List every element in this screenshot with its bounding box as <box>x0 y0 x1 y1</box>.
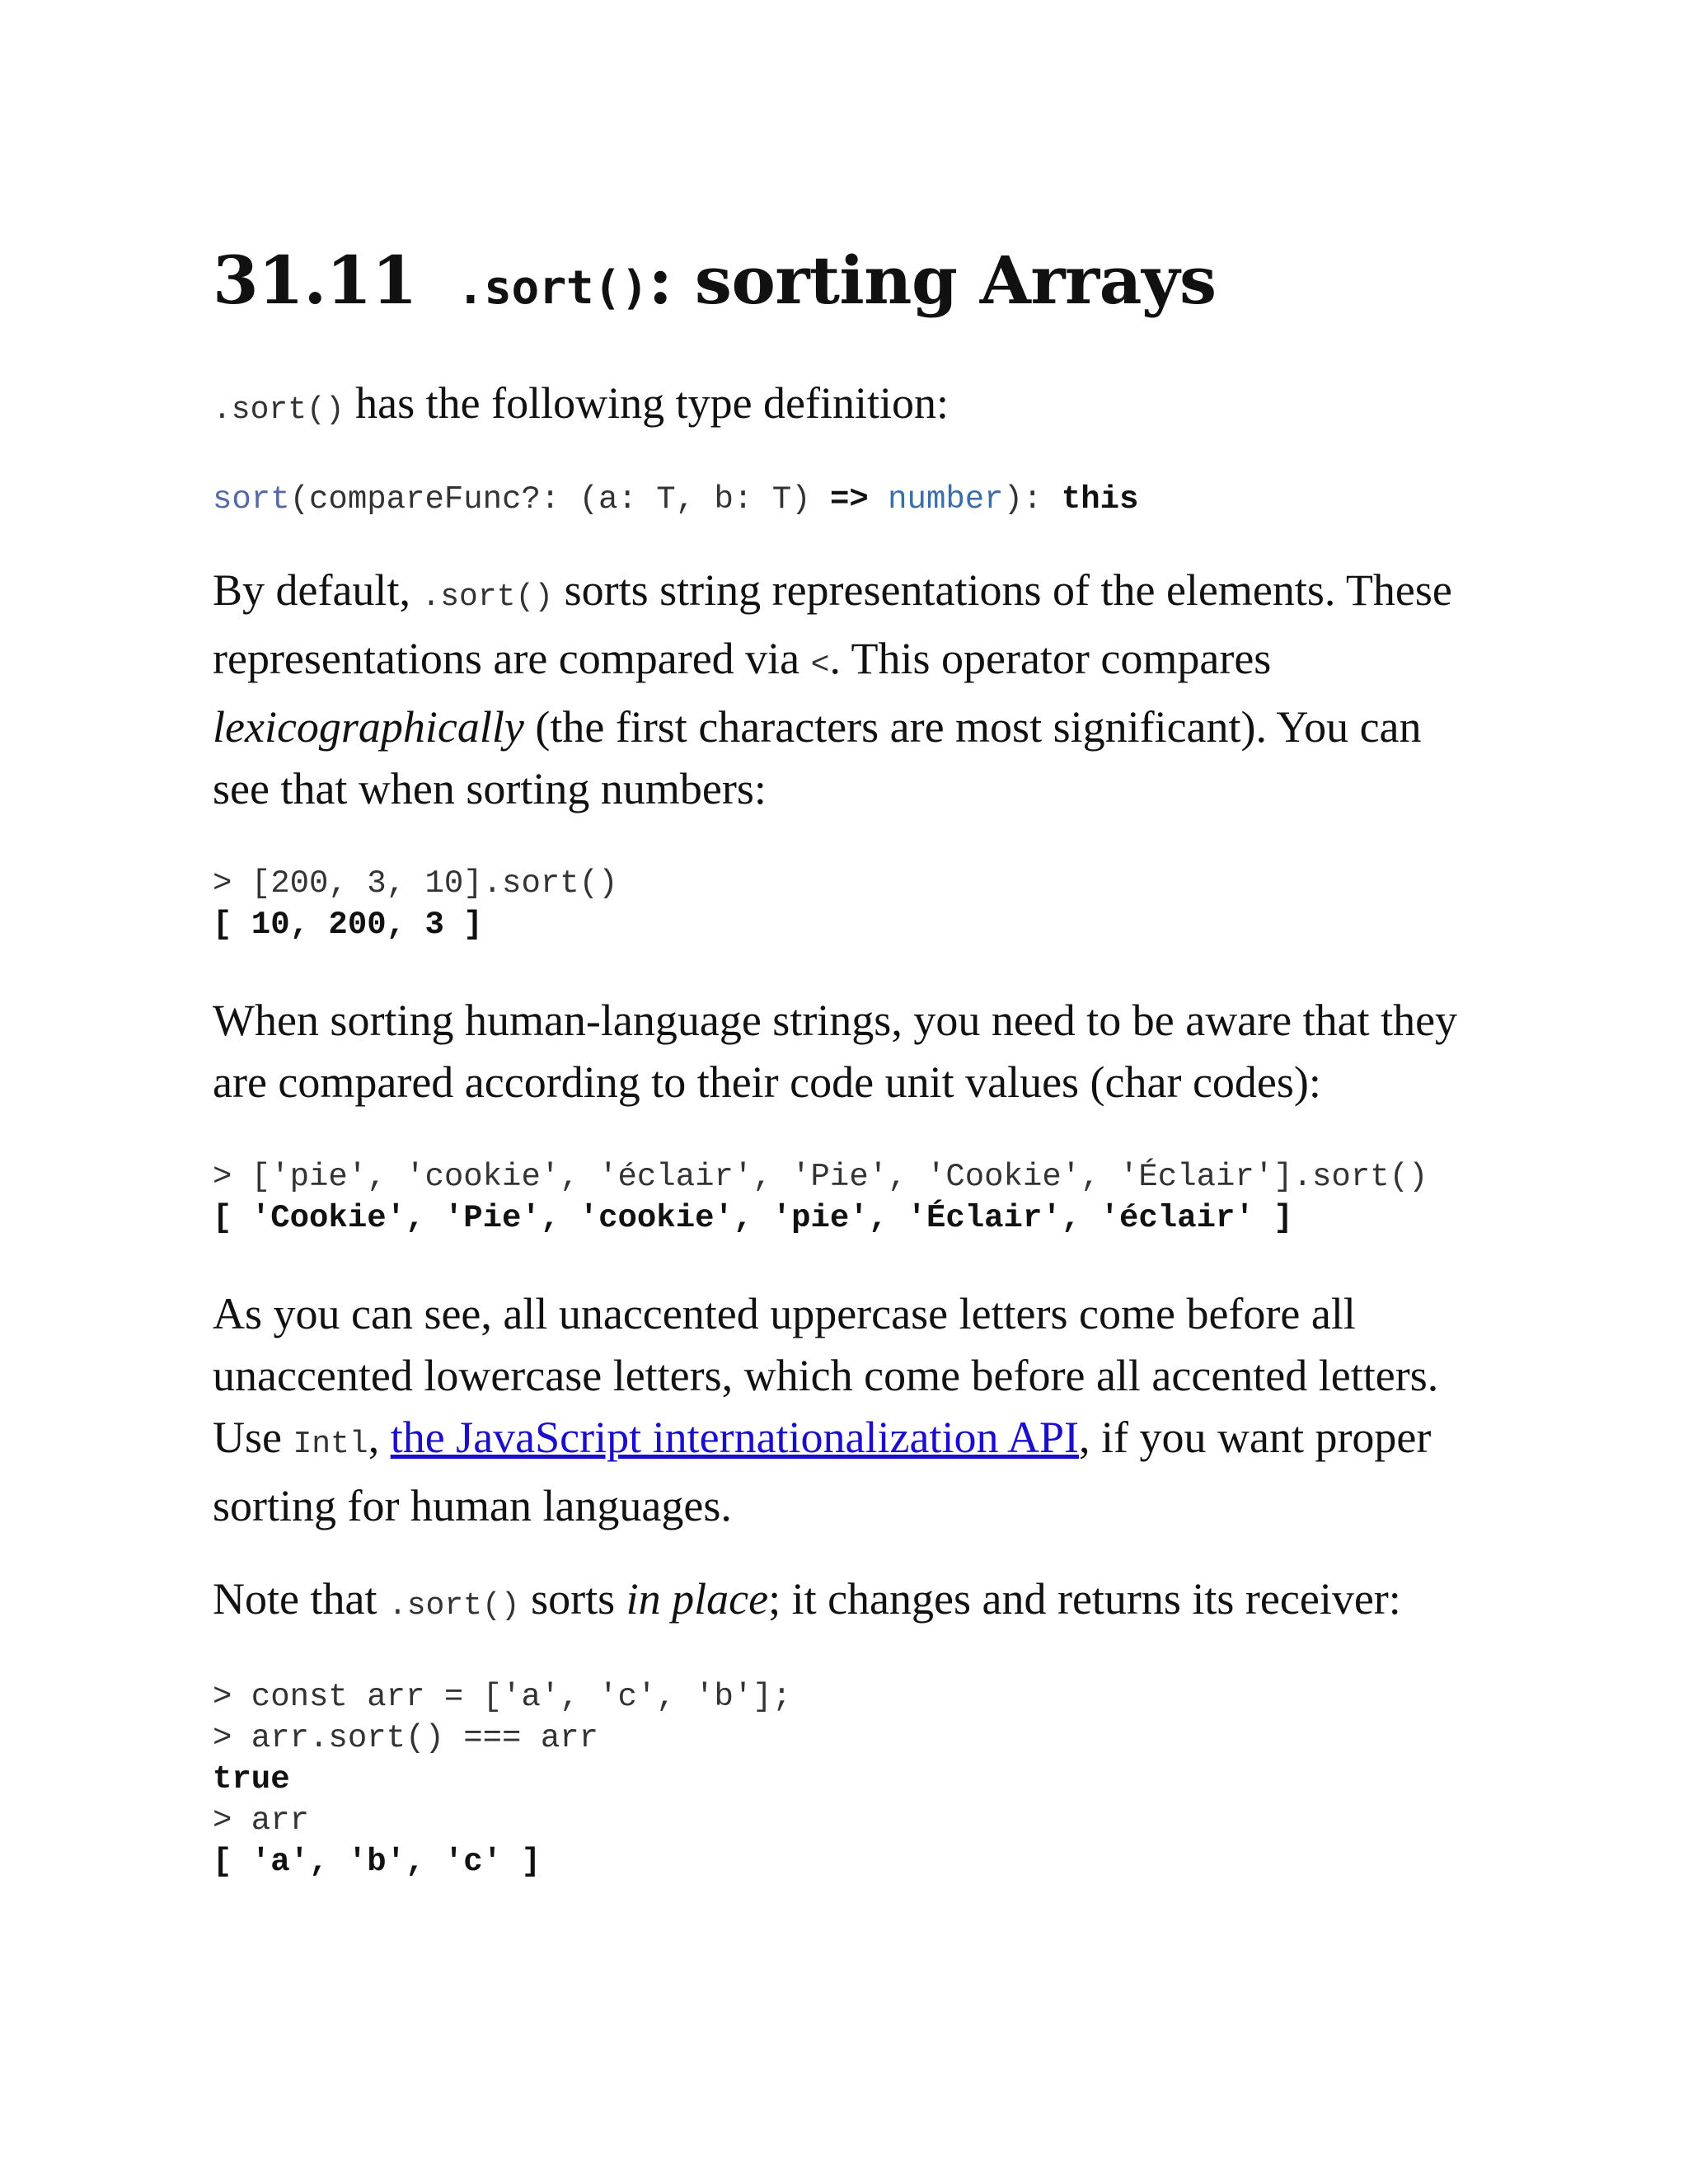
code-input: > const arr = ['a', 'c', 'b']; <box>213 1679 792 1715</box>
code-output: [ 10, 200, 3 ] <box>213 907 483 943</box>
code-input: > arr.sort() === arr <box>213 1720 599 1756</box>
code-input: > arr <box>213 1802 310 1839</box>
code-input: > ['pie', 'cookie', 'éclair', 'Pie', 'Cookie', 'Éclair'].sort() <box>213 1159 1428 1195</box>
code-output: [ 'Cookie', 'Pie', 'cookie', 'pie', 'Éclair', 'éclair' ] <box>213 1200 1293 1236</box>
emphasis: lexicographically <box>213 702 524 752</box>
intro-paragraph <box>213 373 1482 441</box>
code-input: > [200, 3, 10].sort() <box>213 865 618 902</box>
inline-code: .sort() <box>421 579 554 615</box>
text-span: , if you want proper sorting for human languages. <box>213 1413 1432 1530</box>
text-span: . This operator compares <box>829 634 1272 683</box>
emphasis: in place <box>626 1574 769 1624</box>
in-place-paragraph <box>213 1568 1482 1637</box>
sig-params: (compareFunc?: (a: T, b: T) <box>289 481 830 518</box>
code-example-strings <box>213 1156 1482 1239</box>
default-sort-paragraph <box>213 560 1482 820</box>
text-span: , <box>368 1413 391 1462</box>
document-page <box>213 241 1482 1882</box>
accented-letters-paragraph <box>213 1283 1482 1537</box>
section-heading <box>213 241 1482 319</box>
text-span: (the first characters are most significant). You can see that when sorting numbers: <box>213 702 1422 813</box>
sig-close: ): <box>1003 481 1062 518</box>
heading-code: .sort() <box>457 261 649 315</box>
text-span: ; it changes and returns its receiver: <box>768 1574 1401 1624</box>
text-span: Note that <box>213 1574 388 1624</box>
text-span: By default, <box>213 565 422 615</box>
type-signature-code <box>213 479 1482 520</box>
sig-arrow: => <box>829 481 869 518</box>
code-example-numbers <box>213 863 1482 945</box>
human-strings-paragraph: When sorting human-language strings, you need to be aware that they are compared according to their code unit values (char codes): <box>213 996 1458 1107</box>
text-span: sorts <box>519 1574 626 1624</box>
code-example-in-place <box>213 1676 1482 1882</box>
sig-fn: sort <box>213 481 290 518</box>
inline-code: .sort() <box>387 1588 520 1624</box>
section-number: 31.11 <box>213 241 418 319</box>
sig-space <box>869 481 888 518</box>
intro-text: has the following type definition: <box>344 378 950 428</box>
inline-code: Intl <box>293 1427 368 1462</box>
sig-this: this <box>1061 481 1139 518</box>
code-output: true <box>213 1761 290 1797</box>
text-span: sorts string representations of the elements. These representations are compared via <box>213 565 1452 683</box>
code-output: [ 'a', 'b', 'c' ] <box>213 1844 541 1880</box>
heading-title: : sorting Arrays <box>648 241 1217 319</box>
sig-return-type: number <box>888 481 1004 518</box>
intl-api-link[interactable]: the JavaScript internationalization API <box>390 1413 1079 1462</box>
text-span: As you can see, all unaccented uppercase letters come before all unaccented lowercase letters, which come before all accented letters. Use <box>213 1289 1439 1462</box>
inline-code: .sort() <box>213 392 345 428</box>
inline-code: < <box>810 648 830 683</box>
